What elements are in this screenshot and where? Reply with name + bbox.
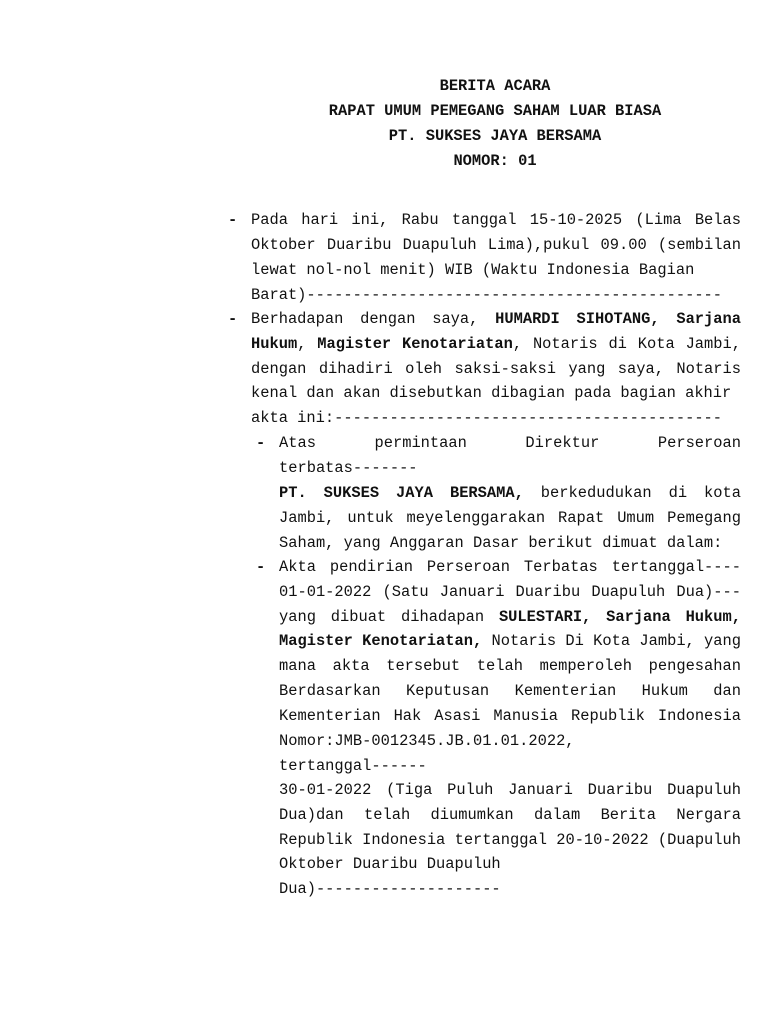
paragraph-date: Pada hari ini, Rabu tanggal 15-10-2025 (Lima Belas Oktober Duaribu Duapuluh Lima),pukul 09.00 (sembilan lewat nol-nol menit) WIB (Waktu Indonesia Bagian bbox=[251, 211, 741, 279]
company-name: PT. SUKSES JAYA BERSAMA, bbox=[279, 484, 524, 502]
deed-notary: SULESTARI, Sarjana Hukum, Magister Kenotariatan, bbox=[279, 607, 741, 651]
paragraph-deed bbox=[279, 555, 741, 753]
notary-comma: , bbox=[297, 334, 318, 353]
paragraph-date-end: Barat)--------------------------------------------- bbox=[251, 286, 723, 304]
bullet-4: - bbox=[256, 558, 266, 576]
deed-tertanggal: tertanggal------ bbox=[279, 757, 427, 775]
document-number: NOMOR: 01 bbox=[453, 152, 537, 170]
deed-details: Notaris Di Kota Jambi, yang mana akta tersebut telah memperoleh pengesahan Berdasarkan Keputusan Kementerian Hukum dan Kementerian Hak Asasi Manusia Republik Indonesia Nomor:JMB-0012345.JB.01.01.2022, bbox=[279, 632, 741, 750]
company-details: berkedudukan di kota Jambi, untuk meyelenggarakan Rapat Umum Pemegang Saham, yang Anggaran Dasar berikut dimuat dalam: bbox=[279, 484, 741, 552]
paragraph-company bbox=[279, 481, 741, 555]
notary-intro: Berhadapan dengan saya, bbox=[251, 310, 496, 328]
notary-name: HUMARDI SIHOTANG, Sarjana Hukum bbox=[251, 310, 741, 353]
paragraph-request-line2: terbatas------- bbox=[279, 459, 418, 477]
meeting-title: RAPAT UMUM PEMEGANG SAHAM LUAR BIASA bbox=[328, 102, 662, 120]
notary-degree: Magister Kenotariatan bbox=[317, 334, 513, 353]
doc-title: BERITA ACARA bbox=[439, 77, 551, 95]
deed-intro: Akta pendirian Perseroan Terbatas tertanggal---- 01-01-2022 (Satu Januari Duaribu Duapuluh Dua)--- yang dibuat dihadapan bbox=[279, 558, 741, 626]
bullet-1: - bbox=[228, 211, 238, 229]
paragraph-notary-end: akta ini:------------------------------------------ bbox=[251, 409, 723, 427]
bullet-3: - bbox=[256, 434, 266, 452]
company-title: PT. SUKSES JAYA BERSAMA bbox=[388, 127, 602, 145]
paragraph-request: Atas permintaan Direktur Perseroan bbox=[279, 434, 741, 452]
paragraph-announcement: 30-01-2022 (Tiga Puluh Januari Duaribu Duapuluh Dua)dan telah diumumkan dalam Berita Nergara Republik Indonesia tertanggal 20-10-2022 (Duapuluh Oktober Duaribu Duapuluh bbox=[279, 781, 741, 874]
bullet-2: - bbox=[228, 310, 238, 328]
notary-details: , Notaris di Kota Jambi, dengan dihadiri oleh saksi-saksi yang saya, Notaris kenal dan akan disebutkan dibagian pada bagian akhir bbox=[251, 334, 741, 403]
paragraph-notary bbox=[251, 307, 741, 406]
paragraph-announcement-end: Dua)-------------------- bbox=[279, 880, 501, 898]
